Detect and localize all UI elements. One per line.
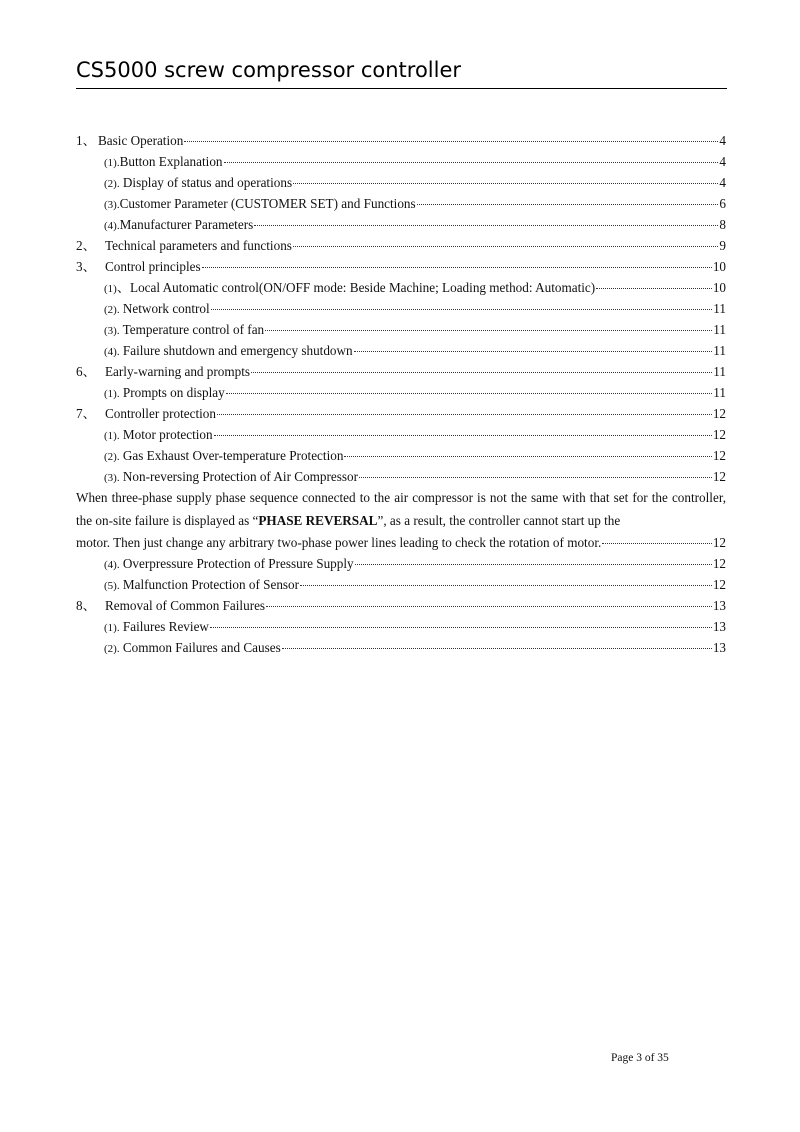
toc-entry-label: Technical parameters and functions xyxy=(105,238,292,253)
toc-entry-title xyxy=(104,466,358,489)
toc-entry-title xyxy=(104,445,343,468)
toc-entry-number: (4). xyxy=(104,559,120,571)
toc-leader xyxy=(602,543,712,544)
toc-leader xyxy=(224,162,719,163)
toc-entry-label: Temperature control of fan xyxy=(119,322,265,337)
toc-entries-part1 xyxy=(76,130,726,487)
toc-entry-label: Common Failures and Causes xyxy=(119,640,281,655)
toc-entry-title xyxy=(104,553,354,576)
toc-entry-title xyxy=(76,403,216,424)
toc-entry-label: Gas Exhaust Over-temperature Protection xyxy=(119,448,344,463)
toc-entry-label: Network control xyxy=(119,301,210,316)
toc-leader xyxy=(359,477,712,478)
toc-leader xyxy=(184,141,718,142)
toc-entry-title xyxy=(104,172,292,195)
toc-entry-number: 1、 xyxy=(76,133,96,148)
toc-entry[interactable] xyxy=(76,172,726,193)
toc-page-number: 12 xyxy=(712,406,726,421)
toc-entry-label: Controller protection xyxy=(105,406,216,421)
toc-entry[interactable] xyxy=(76,130,726,151)
toc-entry[interactable] xyxy=(76,151,726,172)
toc-entry-number: (2). xyxy=(104,643,120,655)
toc-entry-label: Control principles xyxy=(105,259,201,274)
toc-entry[interactable] xyxy=(76,445,726,466)
toc-entry-title xyxy=(76,256,201,277)
toc-entry-label: Failure shutdown and emergency shutdown xyxy=(119,343,353,358)
phase-reversal-paragraph xyxy=(76,487,726,553)
toc-leader xyxy=(417,204,719,205)
toc-entry[interactable] xyxy=(76,256,726,277)
toc-entry[interactable] xyxy=(76,382,726,403)
paragraph-bold: PHASE REVERSAL xyxy=(258,512,378,528)
toc-entry-label: Display of status and operations xyxy=(119,175,293,190)
paragraph-part1: When three-phase supply phase sequence connected to the air compressor is not the same with that set for the controller, the on-site failure is displayed as “ xyxy=(76,490,726,528)
toc-page-number: 12 xyxy=(712,469,726,484)
toc-entry[interactable] xyxy=(76,235,726,256)
toc-leader xyxy=(210,627,712,628)
toc-entry-title xyxy=(104,214,253,237)
page-header xyxy=(76,56,726,84)
toc-entry-title xyxy=(104,277,595,300)
toc-entry-number: 8、 xyxy=(76,598,96,613)
toc-entry-label: 、Local Automatic control(ON/OFF mode: Beside Machine; Loading method: Automatic) xyxy=(116,280,596,295)
toc-page-number: 12 xyxy=(712,427,726,442)
toc-page-number: 11 xyxy=(713,364,726,379)
toc-entry-label: Basic Operation xyxy=(98,133,184,148)
toc-page-number: 12 xyxy=(712,448,726,463)
toc-entry-title xyxy=(104,637,281,660)
toc-entry[interactable] xyxy=(76,277,726,298)
toc-entry-number: (1). xyxy=(104,622,120,634)
toc-entry[interactable] xyxy=(76,424,726,445)
toc-leader xyxy=(202,267,712,268)
toc-entry[interactable] xyxy=(76,403,726,424)
toc-entry-number: (3). xyxy=(104,472,120,484)
toc-entry[interactable] xyxy=(76,553,726,574)
toc-entry-title xyxy=(76,130,183,151)
toc-page-number: 11 xyxy=(713,385,726,400)
toc-entry-label: Failures Review xyxy=(119,619,209,634)
paragraph-last-line-text: motor. Then just change any arbitrary two-phase power lines leading to check the rotation of motor. xyxy=(76,535,602,550)
toc-entry-label: Button Explanation xyxy=(119,154,223,169)
toc-leader xyxy=(266,606,712,607)
toc-entry-title xyxy=(104,151,223,174)
toc-entry-title xyxy=(104,382,225,405)
table-of-contents xyxy=(76,130,726,658)
toc-entry-label: Removal of Common Failures xyxy=(105,598,266,613)
paragraph-last-line[interactable] xyxy=(76,532,726,553)
toc-entry-number: 7、 xyxy=(76,406,96,421)
toc-entry-number: 2、 xyxy=(76,238,96,253)
toc-entry-number: 6、 xyxy=(76,364,96,379)
header-rule xyxy=(76,88,727,89)
toc-entry-number: (3). xyxy=(104,199,120,211)
toc-entry[interactable] xyxy=(76,574,726,595)
toc-leader xyxy=(211,309,713,310)
toc-entry-title xyxy=(104,319,264,342)
toc-page-number: 12 xyxy=(712,577,726,592)
toc-leader xyxy=(354,351,713,352)
document-title: CS5000 screw compressor controller xyxy=(76,58,462,82)
toc-entry-label: Motor protection xyxy=(119,427,213,442)
toc-page-number: 8 xyxy=(719,217,726,232)
toc-entry-label: Prompts on display xyxy=(119,385,225,400)
toc-leader xyxy=(300,585,712,586)
toc-entry-number: (5). xyxy=(104,580,120,592)
toc-page-number: 10 xyxy=(712,259,726,274)
toc-page-number: 10 xyxy=(712,280,726,295)
toc-entry-number: (2). xyxy=(104,451,120,463)
toc-page-number: 13 xyxy=(712,598,726,613)
toc-entry-number: (4). xyxy=(104,346,120,358)
toc-page-number: 6 xyxy=(719,196,726,211)
toc-entry-title xyxy=(104,574,299,597)
toc-entry-label: Non-reversing Protection of Air Compressor xyxy=(119,469,359,484)
toc-entry-number: (2). xyxy=(104,304,120,316)
toc-leader xyxy=(214,435,712,436)
paragraph-text xyxy=(76,487,726,532)
toc-entry-number: (4). xyxy=(104,220,120,232)
toc-leader xyxy=(265,330,712,331)
toc-entries-part2 xyxy=(76,553,726,658)
toc-leader xyxy=(355,564,712,565)
toc-leader xyxy=(293,246,718,247)
toc-leader xyxy=(344,456,711,457)
paragraph-part2: ”, as a result, the controller cannot start up the xyxy=(377,512,621,528)
toc-entry-number: (1). xyxy=(104,157,120,169)
toc-page-number: 13 xyxy=(712,640,726,655)
toc-page-number: 4 xyxy=(719,154,726,169)
toc-entry-number: (1) xyxy=(104,283,117,295)
toc-entry[interactable] xyxy=(76,466,726,487)
toc-entry-number: (3). xyxy=(104,325,120,337)
toc-page-number: 9 xyxy=(719,238,726,253)
toc-entry-title xyxy=(104,340,353,363)
toc-page-number: 13 xyxy=(712,619,726,634)
toc-page-number: 12 xyxy=(712,556,726,571)
toc-entry-title xyxy=(104,616,209,639)
toc-entry-label: Malfunction Protection of Sensor xyxy=(119,577,300,592)
toc-entry[interactable] xyxy=(76,298,726,319)
toc-entry[interactable] xyxy=(76,319,726,340)
toc-page-number: 4 xyxy=(719,133,726,148)
toc-entry-label: Overpressure Protection of Pressure Supply xyxy=(119,556,354,571)
toc-entry-title xyxy=(76,595,265,616)
toc-page-number: 12 xyxy=(712,535,726,550)
toc-entry-number: (1). xyxy=(104,388,120,400)
toc-entry[interactable] xyxy=(76,340,726,361)
toc-entry-label: Customer Parameter (CUSTOMER SET) and Functions xyxy=(119,196,416,211)
toc-entry[interactable] xyxy=(76,595,726,616)
toc-leader xyxy=(293,183,718,184)
toc-entry-number: (2). xyxy=(104,178,120,190)
toc-entry[interactable] xyxy=(76,193,726,214)
toc-entry[interactable] xyxy=(76,214,726,235)
toc-leader xyxy=(217,414,712,415)
toc-leader xyxy=(251,372,712,373)
toc-leader xyxy=(254,225,718,226)
toc-leader xyxy=(226,393,713,394)
toc-entry-title xyxy=(104,193,416,216)
toc-page-number: 4 xyxy=(719,175,726,190)
toc-entry-title xyxy=(104,298,210,321)
toc-leader xyxy=(596,288,712,289)
toc-entry-title xyxy=(76,235,292,256)
toc-entry-label: Early-warning and prompts xyxy=(105,364,251,379)
toc-entry-number: 3、 xyxy=(76,259,96,274)
toc-entry-title xyxy=(104,424,213,447)
toc-page-number: 11 xyxy=(713,301,726,316)
toc-entry-title xyxy=(76,361,250,382)
toc-entry[interactable] xyxy=(76,616,726,637)
toc-entry[interactable] xyxy=(76,637,726,658)
toc-page-number: 11 xyxy=(713,343,726,358)
toc-page-number: 11 xyxy=(713,322,726,337)
toc-entry-number: (1). xyxy=(104,430,120,442)
toc-entry[interactable] xyxy=(76,361,726,382)
toc-leader xyxy=(282,648,712,649)
page-footer: Page 3 of 35 xyxy=(611,1052,669,1064)
toc-entry-label: Manufacturer Parameters xyxy=(119,217,254,232)
